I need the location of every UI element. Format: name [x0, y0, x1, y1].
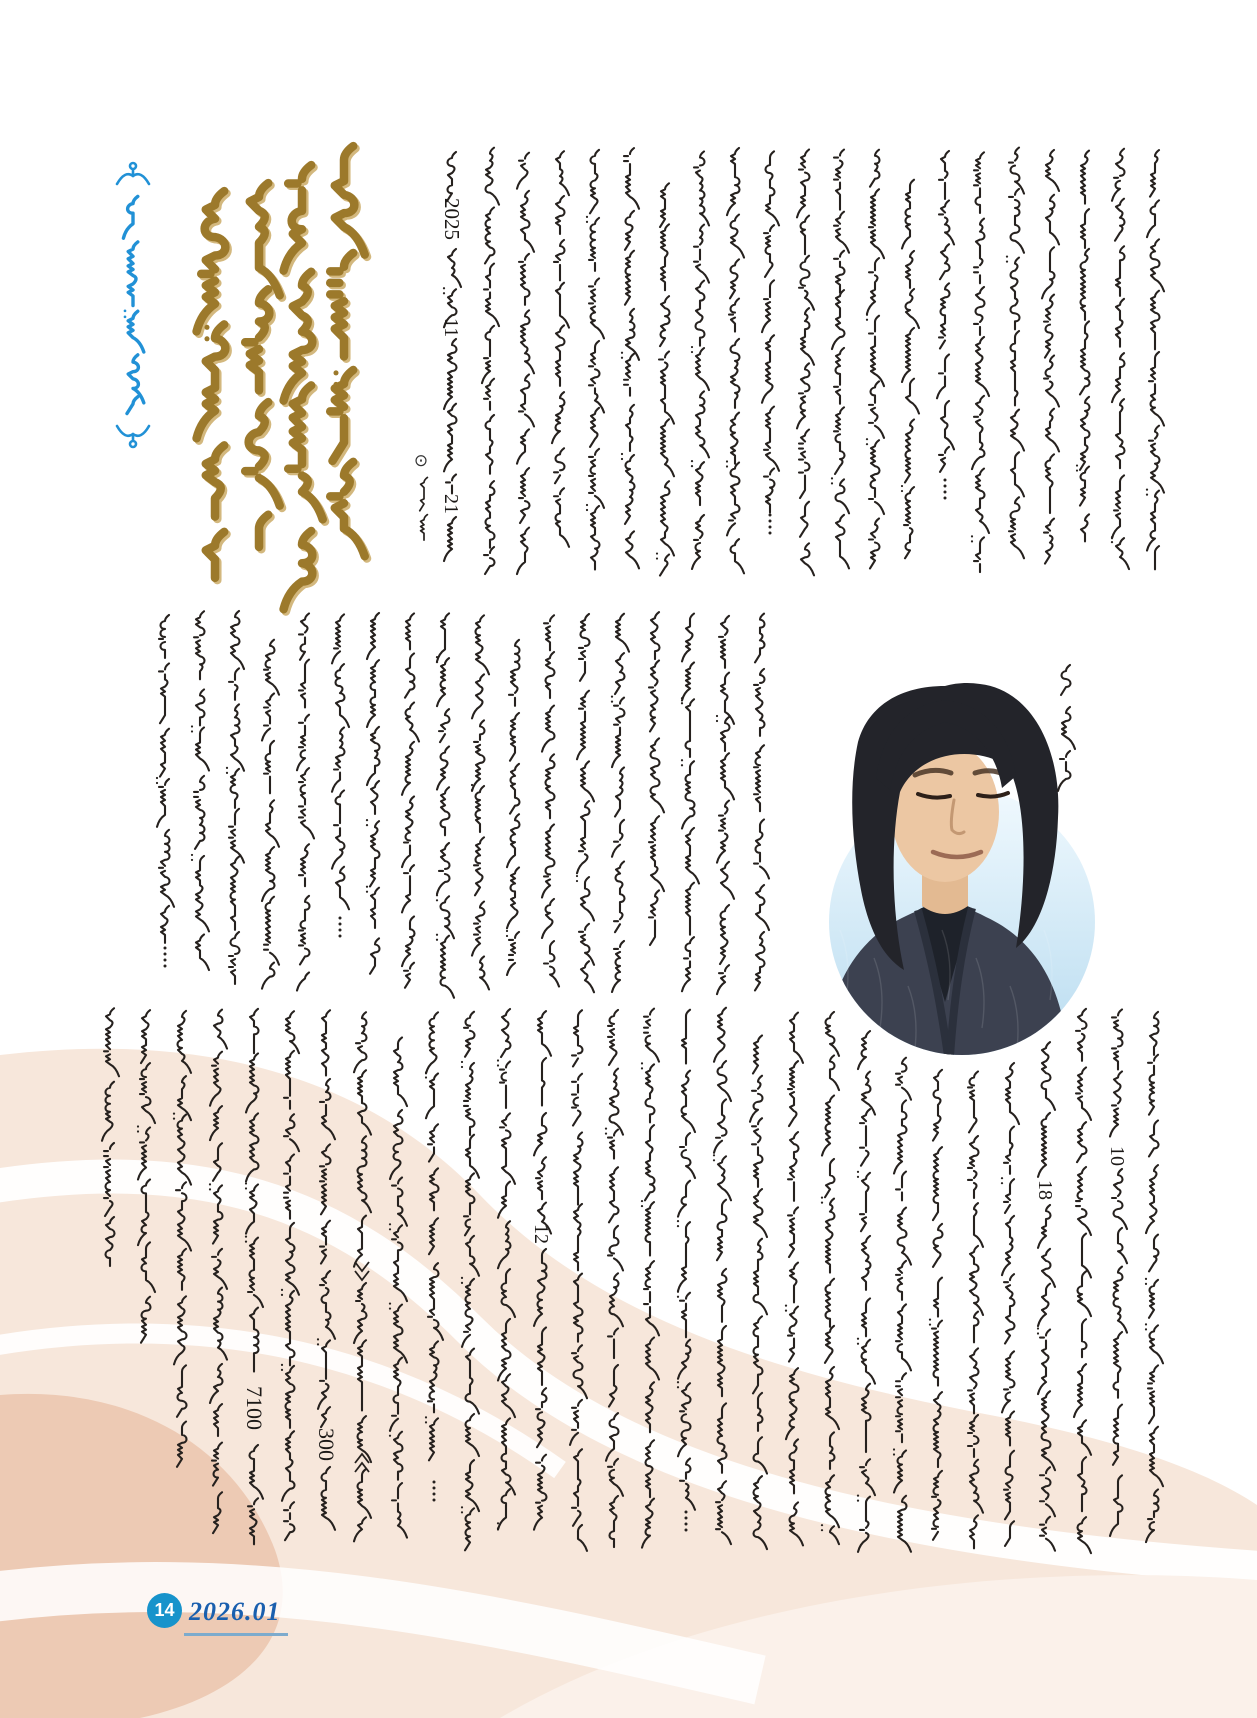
masthead: [117, 163, 149, 447]
inline-number: 18: [1034, 1180, 1056, 1200]
issue-underline: [184, 1633, 288, 1636]
masthead-ornament-top: [117, 163, 149, 184]
portrait-photo: [824, 683, 1095, 1058]
inline-number: 7100: [242, 1386, 267, 1430]
page-number: 14: [154, 1600, 175, 1620]
issue-date: 2026.01: [189, 1597, 281, 1626]
page-number-badge: [147, 1593, 182, 1628]
masthead-ornament-bottom: [117, 426, 149, 447]
inline-number: 300: [314, 1428, 339, 1461]
section-middle: [156, 611, 769, 998]
article-title: [197, 146, 367, 611]
byline-marker: ⊙: [413, 451, 429, 471]
inline-number: 10: [1106, 1146, 1128, 1166]
inline-number: 12: [530, 1224, 552, 1244]
inline-number: 11: [440, 318, 462, 338]
inline-number: 2025: [440, 198, 464, 240]
section-intro: [440, 148, 1164, 576]
photo-caption: [1058, 665, 1075, 791]
inline-number: 21: [440, 494, 462, 514]
byline: [414, 451, 428, 540]
